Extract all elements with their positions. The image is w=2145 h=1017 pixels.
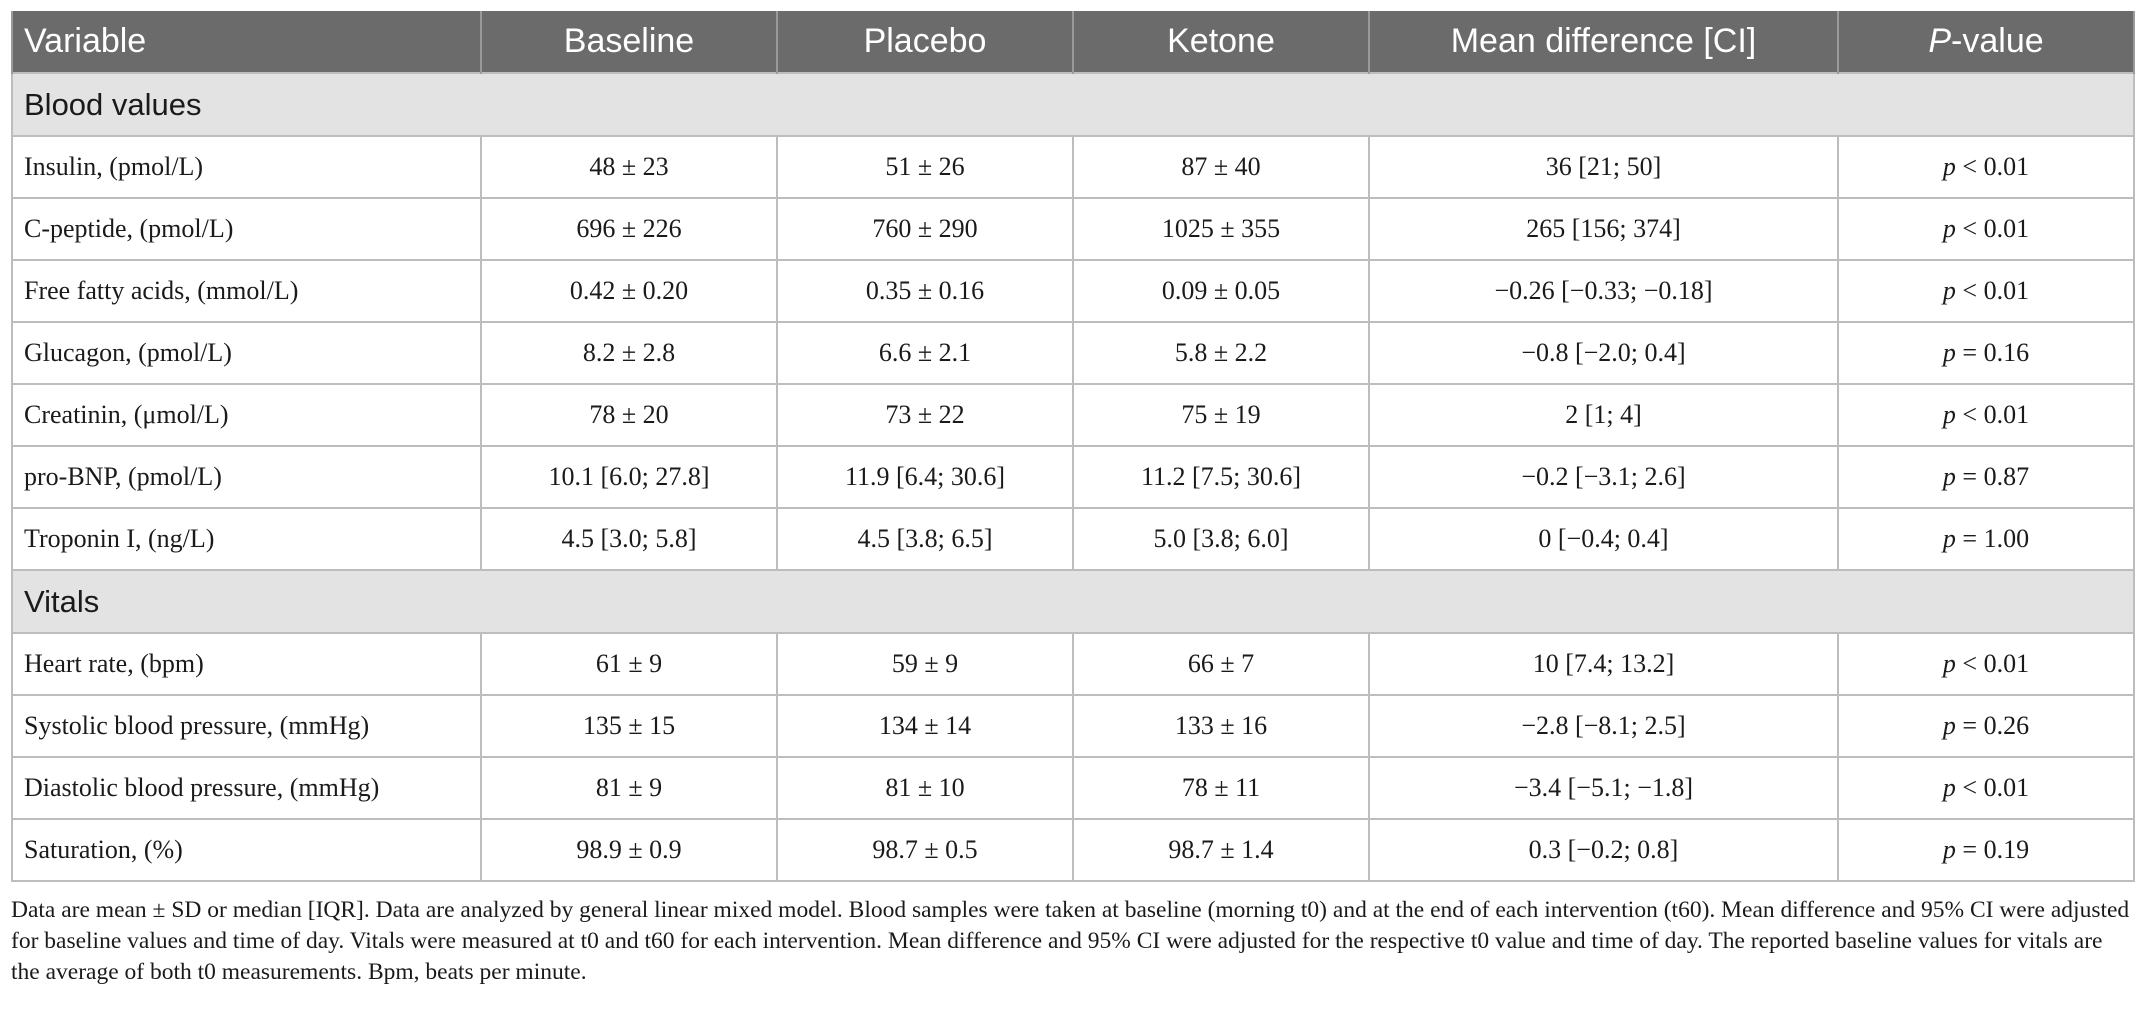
- table-row: [12, 384, 2134, 446]
- cell-variable: Troponin I, (ng/L): [12, 508, 481, 570]
- header-p-italic: P: [1928, 22, 1952, 60]
- table-row: [12, 446, 2134, 508]
- p-value-text: = 0.26: [1955, 711, 2030, 740]
- cell-placebo: 81 ± 10: [777, 757, 1073, 819]
- table-row: [12, 633, 2134, 695]
- cell-mean-diff: 265 [156; 374]: [1369, 198, 1838, 260]
- cell-mean-diff: −3.4 [−5.1; −1.8]: [1369, 757, 1838, 819]
- header-baseline: Baseline: [481, 11, 777, 73]
- p-symbol: p: [1942, 276, 1956, 305]
- cell-baseline: 78 ± 20: [481, 384, 777, 446]
- cell-p-value: [1838, 260, 2134, 322]
- header-variable: Variable: [12, 11, 481, 73]
- cell-placebo: 0.35 ± 0.16: [777, 260, 1073, 322]
- table-row: [12, 322, 2134, 384]
- cell-ketone: 0.09 ± 0.05: [1073, 260, 1369, 322]
- table-row: [12, 198, 2134, 260]
- cell-baseline: 4.5 [3.0; 5.8]: [481, 508, 777, 570]
- cell-ketone: 133 ± 16: [1073, 695, 1369, 757]
- cell-ketone: 1025 ± 355: [1073, 198, 1369, 260]
- p-symbol: p: [1942, 338, 1956, 367]
- cell-mean-diff: 2 [1; 4]: [1369, 384, 1838, 446]
- header-p-value: [1838, 11, 2134, 73]
- cell-placebo: 4.5 [3.8; 6.5]: [777, 508, 1073, 570]
- cell-p-value: [1838, 633, 2134, 695]
- cell-baseline: 10.1 [6.0; 27.8]: [481, 446, 777, 508]
- header-ketone: Ketone: [1073, 11, 1369, 73]
- table-row: [12, 136, 2134, 198]
- p-value-text: < 0.01: [1955, 276, 2030, 305]
- table-row: [12, 260, 2134, 322]
- cell-variable: Glucagon, (pmol/L): [12, 322, 481, 384]
- cell-mean-diff: 36 [21; 50]: [1369, 136, 1838, 198]
- cell-variable: Free fatty acids, (mmol/L): [12, 260, 481, 322]
- cell-p-value: [1838, 322, 2134, 384]
- p-symbol: p: [1942, 773, 1956, 802]
- p-symbol: p: [1942, 152, 1956, 181]
- header-p-suffix: -value: [1951, 22, 2044, 60]
- cell-p-value: [1838, 446, 2134, 508]
- table-row: [12, 508, 2134, 570]
- cell-variable: Heart rate, (bpm): [12, 633, 481, 695]
- cell-baseline: 48 ± 23: [481, 136, 777, 198]
- cell-p-value: [1838, 136, 2134, 198]
- cell-p-value: [1838, 384, 2134, 446]
- cell-ketone: 78 ± 11: [1073, 757, 1369, 819]
- p-value-text: < 0.01: [1955, 152, 2030, 181]
- cell-p-value: [1838, 508, 2134, 570]
- cell-mean-diff: −0.2 [−3.1; 2.6]: [1369, 446, 1838, 508]
- section-row: [12, 570, 2134, 633]
- section-title: Vitals: [12, 570, 2134, 633]
- cell-ketone: 66 ± 7: [1073, 633, 1369, 695]
- cell-placebo: 6.6 ± 2.1: [777, 322, 1073, 384]
- cell-mean-diff: 10 [7.4; 13.2]: [1369, 633, 1838, 695]
- cell-ketone: 5.0 [3.8; 6.0]: [1073, 508, 1369, 570]
- p-value-text: = 0.19: [1955, 835, 2030, 864]
- cell-p-value: [1838, 695, 2134, 757]
- p-value-text: = 0.16: [1955, 338, 2030, 367]
- cell-baseline: 696 ± 226: [481, 198, 777, 260]
- cell-baseline: 0.42 ± 0.20: [481, 260, 777, 322]
- cell-baseline: 8.2 ± 2.8: [481, 322, 777, 384]
- cell-variable: Systolic blood pressure, (mmHg): [12, 695, 481, 757]
- cell-ketone: 87 ± 40: [1073, 136, 1369, 198]
- p-symbol: p: [1942, 711, 1956, 740]
- header-placebo: Placebo: [777, 11, 1073, 73]
- p-value-text: = 1.00: [1955, 524, 2030, 553]
- header-row: [12, 11, 2134, 73]
- results-table: [11, 11, 2135, 882]
- p-symbol: p: [1942, 524, 1956, 553]
- p-symbol: p: [1942, 835, 1956, 864]
- cell-mean-diff: 0 [−0.4; 0.4]: [1369, 508, 1838, 570]
- cell-baseline: 98.9 ± 0.9: [481, 819, 777, 881]
- p-value-text: < 0.01: [1955, 214, 2030, 243]
- table-row: [12, 819, 2134, 881]
- section-row: [12, 73, 2134, 136]
- cell-placebo: 134 ± 14: [777, 695, 1073, 757]
- cell-p-value: [1838, 757, 2134, 819]
- cell-mean-diff: −2.8 [−8.1; 2.5]: [1369, 695, 1838, 757]
- table-footnote: Data are mean ± SD or median [IQR]. Data are analyzed by general linear mixed model. Blood samples were taken at baseline (morning t0) and at the end of each intervention (t60). Mean difference and 95% CI were adjusted for baseline values and time of day. Vitals were measured at t0 and t60 for each intervention. Mean difference and 95% CI were adjusted for the respective t0 value and time of day. The reported baseline values for vitals are the average of both t0 measurements. Bpm, beats per minute.: [11, 897, 2130, 985]
- cell-baseline: 81 ± 9: [481, 757, 777, 819]
- cell-variable: Diastolic blood pressure, (mmHg): [12, 757, 481, 819]
- header-mean-difference: Mean difference [CI]: [1369, 11, 1838, 73]
- cell-ketone: 5.8 ± 2.2: [1073, 322, 1369, 384]
- cell-variable: Creatinin, (μmol/L): [12, 384, 481, 446]
- p-value-text: < 0.01: [1955, 400, 2030, 429]
- cell-mean-diff: −0.8 [−2.0; 0.4]: [1369, 322, 1838, 384]
- table-row: [12, 695, 2134, 757]
- cell-mean-diff: −0.26 [−0.33; −0.18]: [1369, 260, 1838, 322]
- cell-ketone: 11.2 [7.5; 30.6]: [1073, 446, 1369, 508]
- p-symbol: p: [1942, 649, 1956, 678]
- cell-variable: C-peptide, (pmol/L): [12, 198, 481, 260]
- p-value-text: < 0.01: [1955, 649, 2030, 678]
- cell-ketone: 75 ± 19: [1073, 384, 1369, 446]
- section-title: Blood values: [12, 73, 2134, 136]
- p-symbol: p: [1942, 462, 1956, 491]
- table-body: [12, 73, 2134, 881]
- cell-variable: Saturation, (%): [12, 819, 481, 881]
- cell-ketone: 98.7 ± 1.4: [1073, 819, 1369, 881]
- p-symbol: p: [1942, 400, 1956, 429]
- cell-p-value: [1838, 819, 2134, 881]
- cell-mean-diff: 0.3 [−0.2; 0.8]: [1369, 819, 1838, 881]
- cell-placebo: 59 ± 9: [777, 633, 1073, 695]
- p-symbol: p: [1942, 214, 1956, 243]
- cell-variable: pro-BNP, (pmol/L): [12, 446, 481, 508]
- cell-placebo: 11.9 [6.4; 30.6]: [777, 446, 1073, 508]
- cell-placebo: 51 ± 26: [777, 136, 1073, 198]
- cell-placebo: 73 ± 22: [777, 384, 1073, 446]
- cell-placebo: 98.7 ± 0.5: [777, 819, 1073, 881]
- table-container: [11, 11, 2133, 882]
- cell-baseline: 135 ± 15: [481, 695, 777, 757]
- p-value-text: = 0.87: [1955, 462, 2030, 491]
- p-value-text: < 0.01: [1955, 773, 2030, 802]
- cell-baseline: 61 ± 9: [481, 633, 777, 695]
- cell-variable: Insulin, (pmol/L): [12, 136, 481, 198]
- cell-p-value: [1838, 198, 2134, 260]
- cell-placebo: 760 ± 290: [777, 198, 1073, 260]
- table-row: [12, 757, 2134, 819]
